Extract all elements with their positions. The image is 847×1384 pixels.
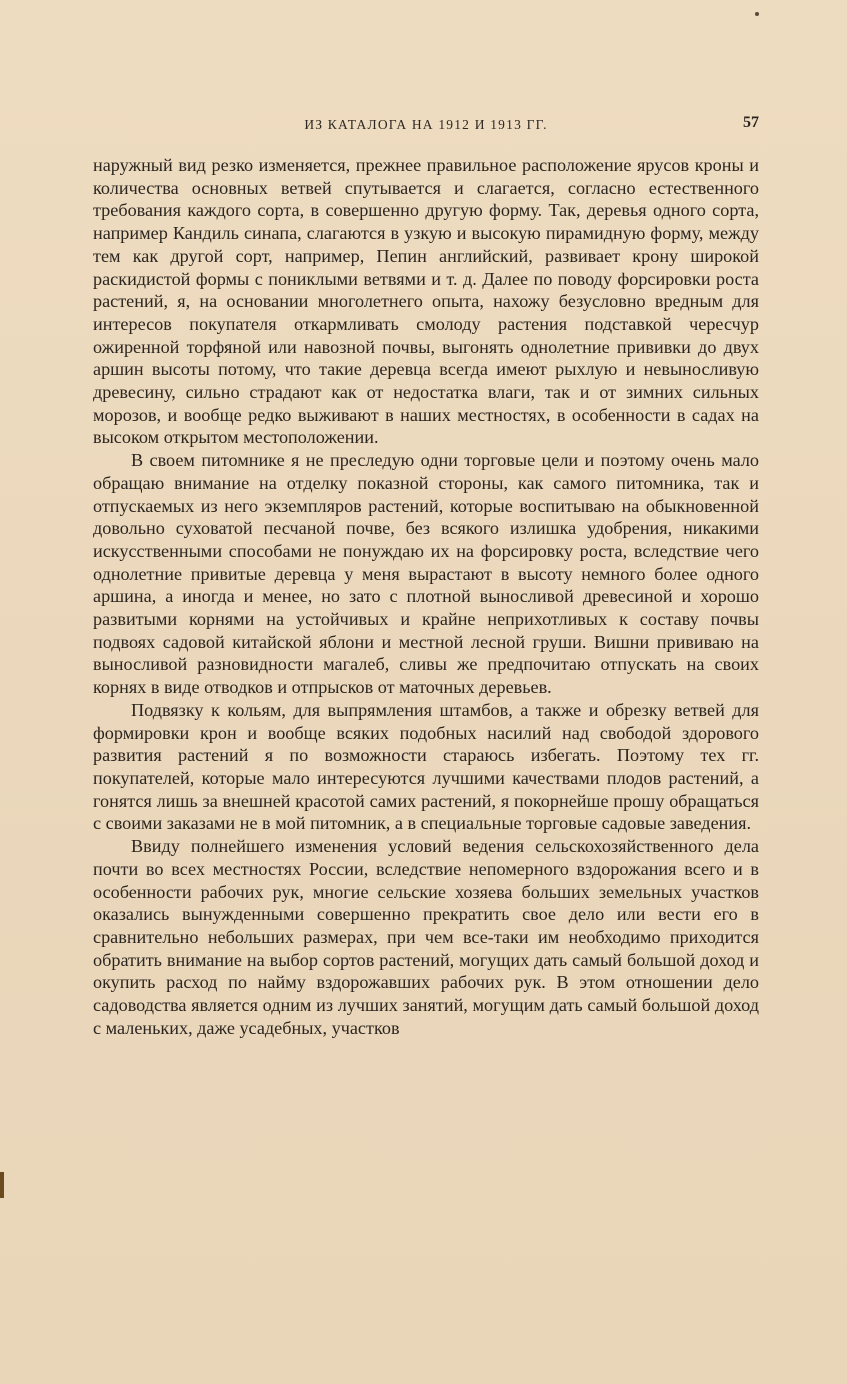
running-title: ИЗ КАТАЛОГА НА 1912 И 1913 ГГ.	[304, 117, 548, 132]
page-number: 57	[743, 114, 759, 131]
paragraph-nursery: В своем питомнике я не преследую одни торговые цели и поэтому очень мало обращаю внимание на отделку показной стороны, как самого питомника, так и отпускаемых из него экземпляров растений, которые воспитываю на обыкновенной довольно суховатой песчаной почве, без всякого излишка удобрения, никакими искусственными способами не понуждаю их на форсировку роста, вследствие чего однолетние привитые деревца у меня вырастают в высоту немного более одного аршина, а иногда и менее, но зато с плотной выносливой древесиной и хорошо развитыми корнями на устойчивых и крайне неприхотливых к составу почвы подвоях садовой китайской яблони и местной лесной груши. Вишни прививаю на выносливой разновидности магалеб, сливы же предпочитаю отпускать на своих корнях в виде отводков и отпрысков от маточных деревьев.	[93, 450, 759, 698]
page-edge-mark	[0, 1172, 4, 1198]
paragraph-continuation: наружный вид резко изменяется, прежнее правильное расположение ярусов кроны и количества основных ветвей спутывается и слагается, согласно естественного требования каждого сорта, в совершенно другую форму. Так, деревья одного сорта, например Кандиль синапа, слагаются в узкую и высокую пирамидную форму, между тем как другой сорт, например, Пепин английский, развивает крону широкой раскидистой формы с пониклыми ветвями и т. д. Далее по поводу форсировки роста растений, я, на основании многолетнего опыта, нахожу безусловно вредным для интересов покупателя откармливать смолоду растения подставкой чересчур ожиренной торфяной или навозной почвы, выгонять однолетние прививки до двух аршин высоты потому, что такие деревца всегда имеют рыхлую и невыносливую древесину, сильно страдают как от недостатка влаги, так и от зимних сильных морозов, и вообще редко выживают в наших местностях, в особенности в садах на высоком открытом местоположении.	[93, 155, 759, 448]
running-head	[93, 114, 759, 136]
ink-speck	[755, 12, 759, 16]
paragraph-economy: Ввиду полнейшего изменения условий ведения сельскохозяйственного дела почти во всех местностях России, вследствие непомерного вздорожания всего и в особенности рабочих рук, многие сельские хозяева больших земельных участков оказались вынужденными совершенно прекратить свое дело или вести его в сравнительно небольших размерах, при чем все-таки им необходимо приходится обратить внимание на выбор сортов растений, могущих дать самый большой доход и окупить расход по найму вздорожавших рабочих рук. В этом отношении дело садоводства является одним из лучших занятий, могущим дать самый большой доход с маленьких, даже усадебных, участков	[93, 836, 759, 1038]
body-text	[93, 154, 759, 1039]
paragraph-tying: Подвязку к кольям, для выпрямления штамбов, а также и обрезку ветвей для формировки крон и вообще всяких подобных насилий над свободой здорового развития растений я по возможности стараюсь избегать. Поэтому тех гг. покупателей, которые мало интересуются лучшими качествами плодов растений, а гонятся лишь за внешней красотой самих растений, я покорнейше прошу обращаться с своими заказами не в мой питомник, а в специальные торговые садовые заведения.	[93, 699, 759, 834]
